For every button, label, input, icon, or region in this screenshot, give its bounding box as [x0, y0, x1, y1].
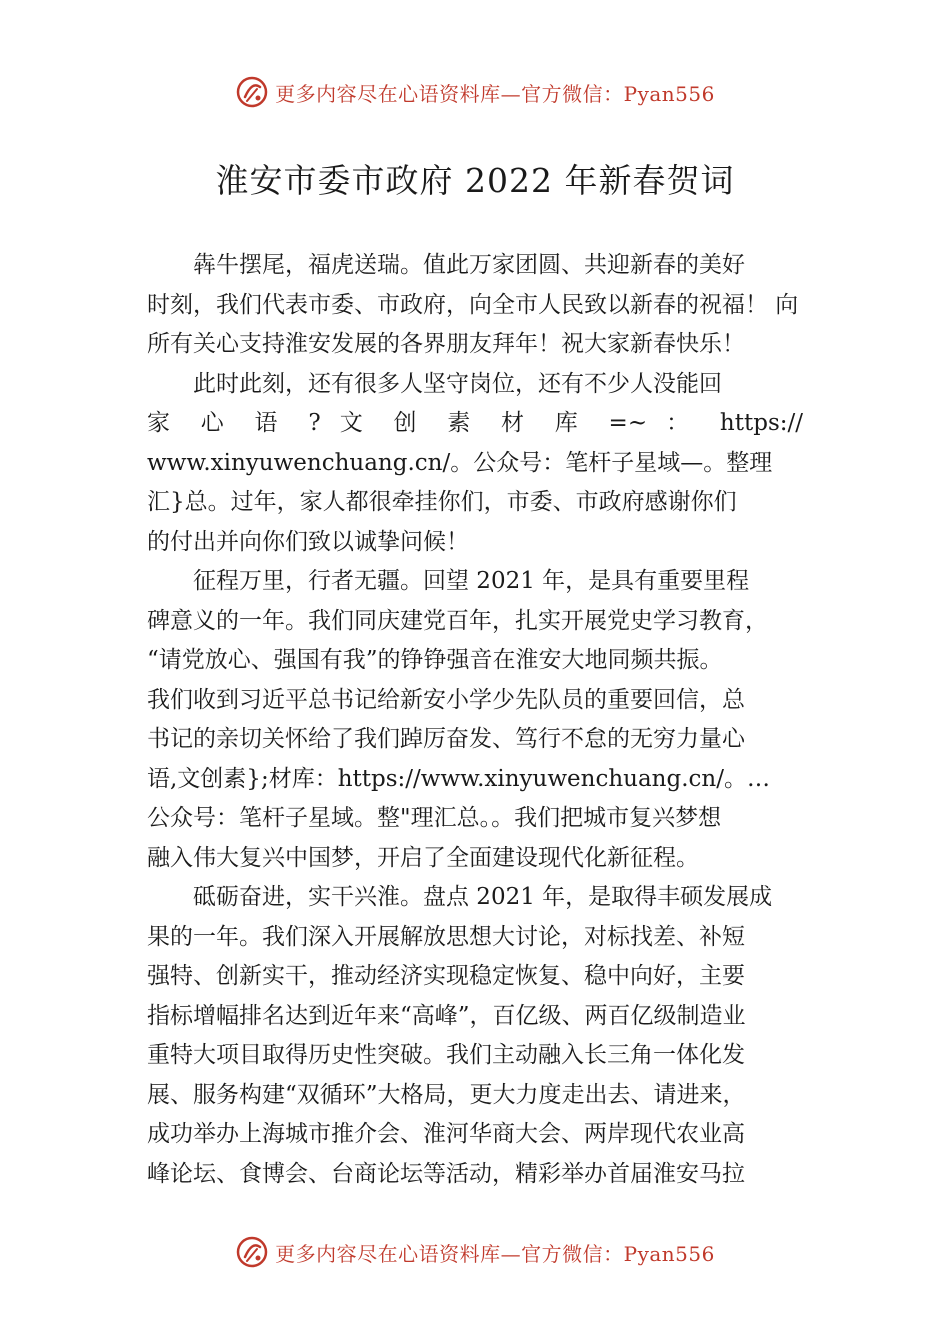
text-line: 重特大项目取得历史性突破。我们主动融入长三角一体化发: [147, 1042, 745, 1068]
text-line: 时刻，我们代表市委、市政府，向全市人民致以新春的祝福！ 向: [147, 291, 799, 318]
text-line: 展、服务构建“双循环”大格局，更大力度走出去、请进来，: [147, 1081, 746, 1108]
header-banner-text: 更多内容尽在心语资料库—官方微信：Pyan556: [275, 81, 715, 106]
text-line: 峰论坛、食博会、台商论坛等活动，精彩举办首届淮安马拉: [147, 1160, 745, 1187]
text-line: 我们收到习近平总书记给新安小学少先队员的重要回信，总: [147, 686, 745, 713]
text-line: 的付出并向你们致以诚挚问候！: [147, 528, 469, 555]
text-line: 征程万里，行者无疆。回望 2021 年，是具有重要里程: [193, 568, 750, 594]
seal-logo-icon: [235, 1235, 269, 1269]
text-line: 公众号：笔杆子星域。整"理汇总。。我们把城市复兴梦想: [147, 805, 722, 831]
footer-banner: [0, 1230, 950, 1274]
text-line: 语,文创素};材库：https://www.xinyuwenchuang.cn/。…: [147, 765, 770, 792]
text-line: 书记的亲切关怀给了我们踔厉奋发、笃行不怠的无穷力量心: [147, 726, 745, 752]
seal-logo-icon: [235, 75, 269, 109]
text-line: 果的一年。我们深入开展解放思想大讨论，对标找差、补短: [147, 923, 745, 950]
text-line: 此时此刻，还有很多人坚守岗位，还有不少人没能回: [193, 370, 722, 397]
text-line: 砥砺奋进，实干兴淮。盘点 2021 年，是取得丰硕发展成: [193, 884, 773, 910]
header-banner: [0, 70, 950, 114]
text-line: 成功举办上海城市推介会、淮河华商大会、两岸现代农业高: [147, 1121, 745, 1147]
text-line: 指标增幅排名达到近年来“高峰”，百亿级、两百亿级制造业: [147, 1002, 746, 1029]
text-line: 所有关心支持淮安发展的各界朋友拜年！祝大家新春快乐！: [147, 331, 745, 357]
footer-banner-text: 更多内容尽在心语资料库—官方微信：Pyan556: [275, 1241, 715, 1266]
text-line: 强特、创新实干，推动经济实现稳定恢复、稳中向好，主要: [147, 963, 745, 989]
text-line: 犇牛摆尾，福虎送瑞。值此万家团圆、共迎新春的美好: [193, 252, 745, 278]
document-title: 淮安市委市政府 2022 年新春贺词: [215, 161, 735, 200]
document-body: [147, 246, 803, 1194]
text-line: 融入伟大复兴中国梦，开启了全面建设现代化新征程。: [147, 844, 699, 871]
text-line: 汇}总。过年，家人都很牵挂你们，市委、市政府感谢你们: [147, 489, 737, 515]
text-line: 家 心 语 ? 文 创 素 材 库 =~ ： https://: [147, 410, 803, 436]
text-line: 碑意义的一年。我们同庆建党百年，扎实开展党史学习教育，: [147, 607, 768, 634]
text-line: www.xinyuwenchuang.cn/。公众号：笔杆子星域—。整理: [147, 449, 773, 476]
text-line: “请党放心、强国有我”的铮铮强音在淮安大地同频共振。: [147, 647, 723, 673]
